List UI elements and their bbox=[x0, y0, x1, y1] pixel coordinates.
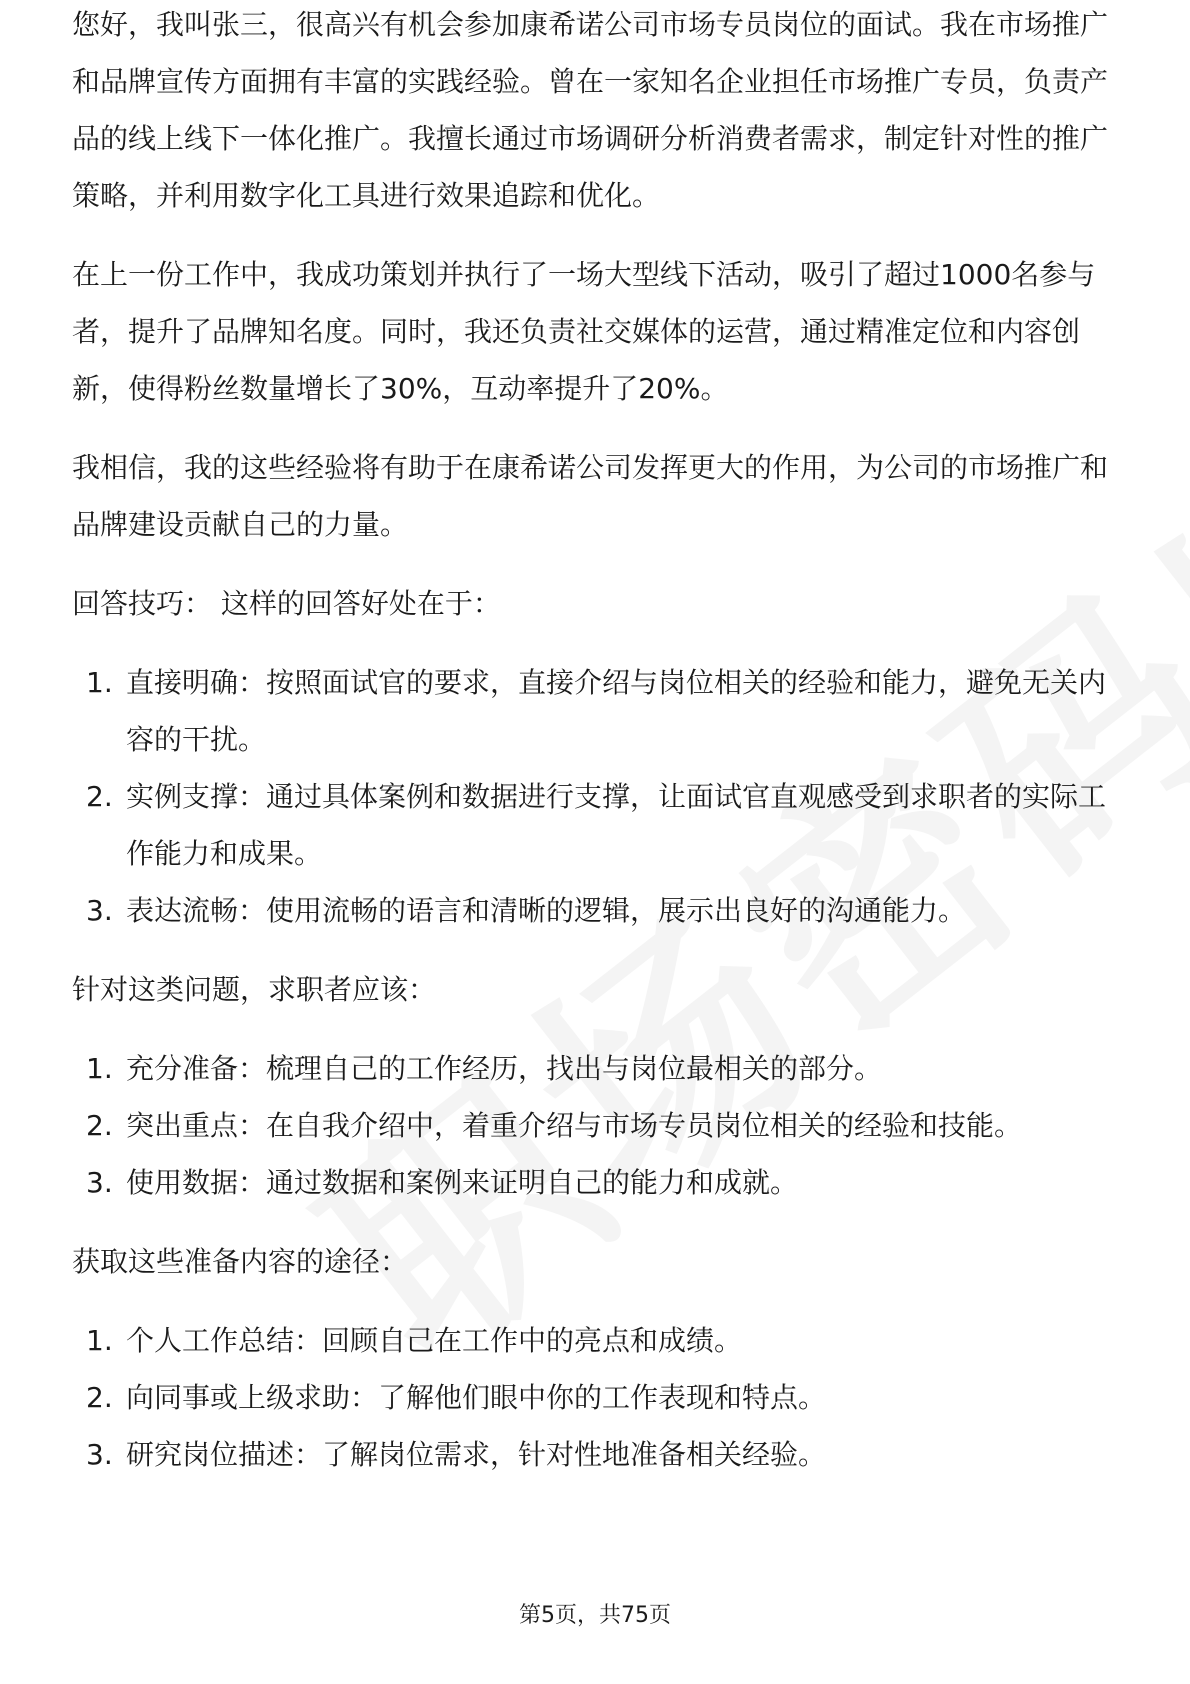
sources-heading: 获取这些准备内容的途径： bbox=[72, 1245, 409, 1278]
tips-heading: 回答技巧： 这样的回答好处在于： bbox=[72, 587, 501, 620]
list-number: 2. bbox=[86, 780, 113, 813]
list-item bbox=[72, 1426, 1122, 1483]
list-item bbox=[72, 1040, 1122, 1097]
list-item bbox=[72, 768, 1122, 882]
list-number: 3. bbox=[86, 1438, 113, 1471]
page-number: 第5页，共75页 bbox=[519, 1603, 671, 1628]
experience-paragraph: 在上一份工作中，我成功策划并执行了一场大型线下活动，吸引了超过1000名参与者，提升了品牌知名度。同时，我还负责社交媒体的运营，通过精准定位和内容创新，使得粉丝数量增长了30%，互动率提升了20%。 bbox=[72, 258, 1096, 405]
list-text: 直接明确：按照面试官的要求，直接介绍与岗位相关的经验和能力，避免无关内容的干扰。 bbox=[126, 666, 1107, 756]
closing-paragraph: 我相信，我的这些经验将有助于在康希诺公司发挥更大的作用，为公司的市场推广和品牌建设贡献自己的力量。 bbox=[72, 451, 1109, 541]
list-text: 向同事或上级求助：了解他们眼中你的工作表现和特点。 bbox=[126, 1381, 827, 1414]
list-text: 个人工作总结：回顾自己在工作中的亮点和成绩。 bbox=[126, 1324, 743, 1357]
list-item bbox=[72, 1312, 1122, 1369]
list-text: 充分准备：梳理自己的工作经历，找出与岗位最相关的部分。 bbox=[126, 1052, 883, 1085]
list-text: 使用数据：通过数据和案例来证明自己的能力和成就。 bbox=[126, 1166, 799, 1199]
list-text: 表达流畅：使用流畅的语言和清晰的逻辑，展示出良好的沟通能力。 bbox=[126, 894, 967, 927]
list-number: 3. bbox=[86, 1166, 113, 1199]
list-number: 3. bbox=[86, 894, 113, 927]
page-content bbox=[72, 0, 1122, 1505]
list-item bbox=[72, 654, 1122, 768]
list-item bbox=[72, 882, 1122, 939]
intro-paragraph: 您好，我叫张三，很高兴有机会参加康希诺公司市场专员岗位的面试。我在市场推广和品牌宣传方面拥有丰富的实践经验。曾在一家知名企业担任市场推广专员，负责产品的线上线下一体化推广。我擅长通过市场调研分析消费者需求，制定针对性的推广策略，并利用数字化工具进行效果追踪和优化。 bbox=[72, 8, 1109, 212]
list-item bbox=[72, 1154, 1122, 1211]
strategy-list bbox=[72, 1040, 1122, 1211]
list-item bbox=[72, 1369, 1122, 1426]
list-number: 1. bbox=[86, 666, 113, 699]
list-number: 1. bbox=[86, 1052, 113, 1085]
tips-list bbox=[72, 654, 1122, 939]
list-number: 2. bbox=[86, 1109, 113, 1142]
list-item bbox=[72, 1097, 1122, 1154]
list-text: 突出重点：在自我介绍中，着重介绍与市场专员岗位相关的经验和技能。 bbox=[126, 1109, 1023, 1142]
list-text: 实例支撑：通过具体案例和数据进行支撑，让面试官直观感受到求职者的实际工作能力和成果。 bbox=[126, 780, 1107, 870]
list-text: 研究岗位描述：了解岗位需求，针对性地准备相关经验。 bbox=[126, 1438, 827, 1471]
list-number: 1. bbox=[86, 1324, 113, 1357]
strategy-heading: 针对这类问题，求职者应该： bbox=[72, 973, 437, 1006]
list-number: 2. bbox=[86, 1381, 113, 1414]
sources-list bbox=[72, 1312, 1122, 1483]
